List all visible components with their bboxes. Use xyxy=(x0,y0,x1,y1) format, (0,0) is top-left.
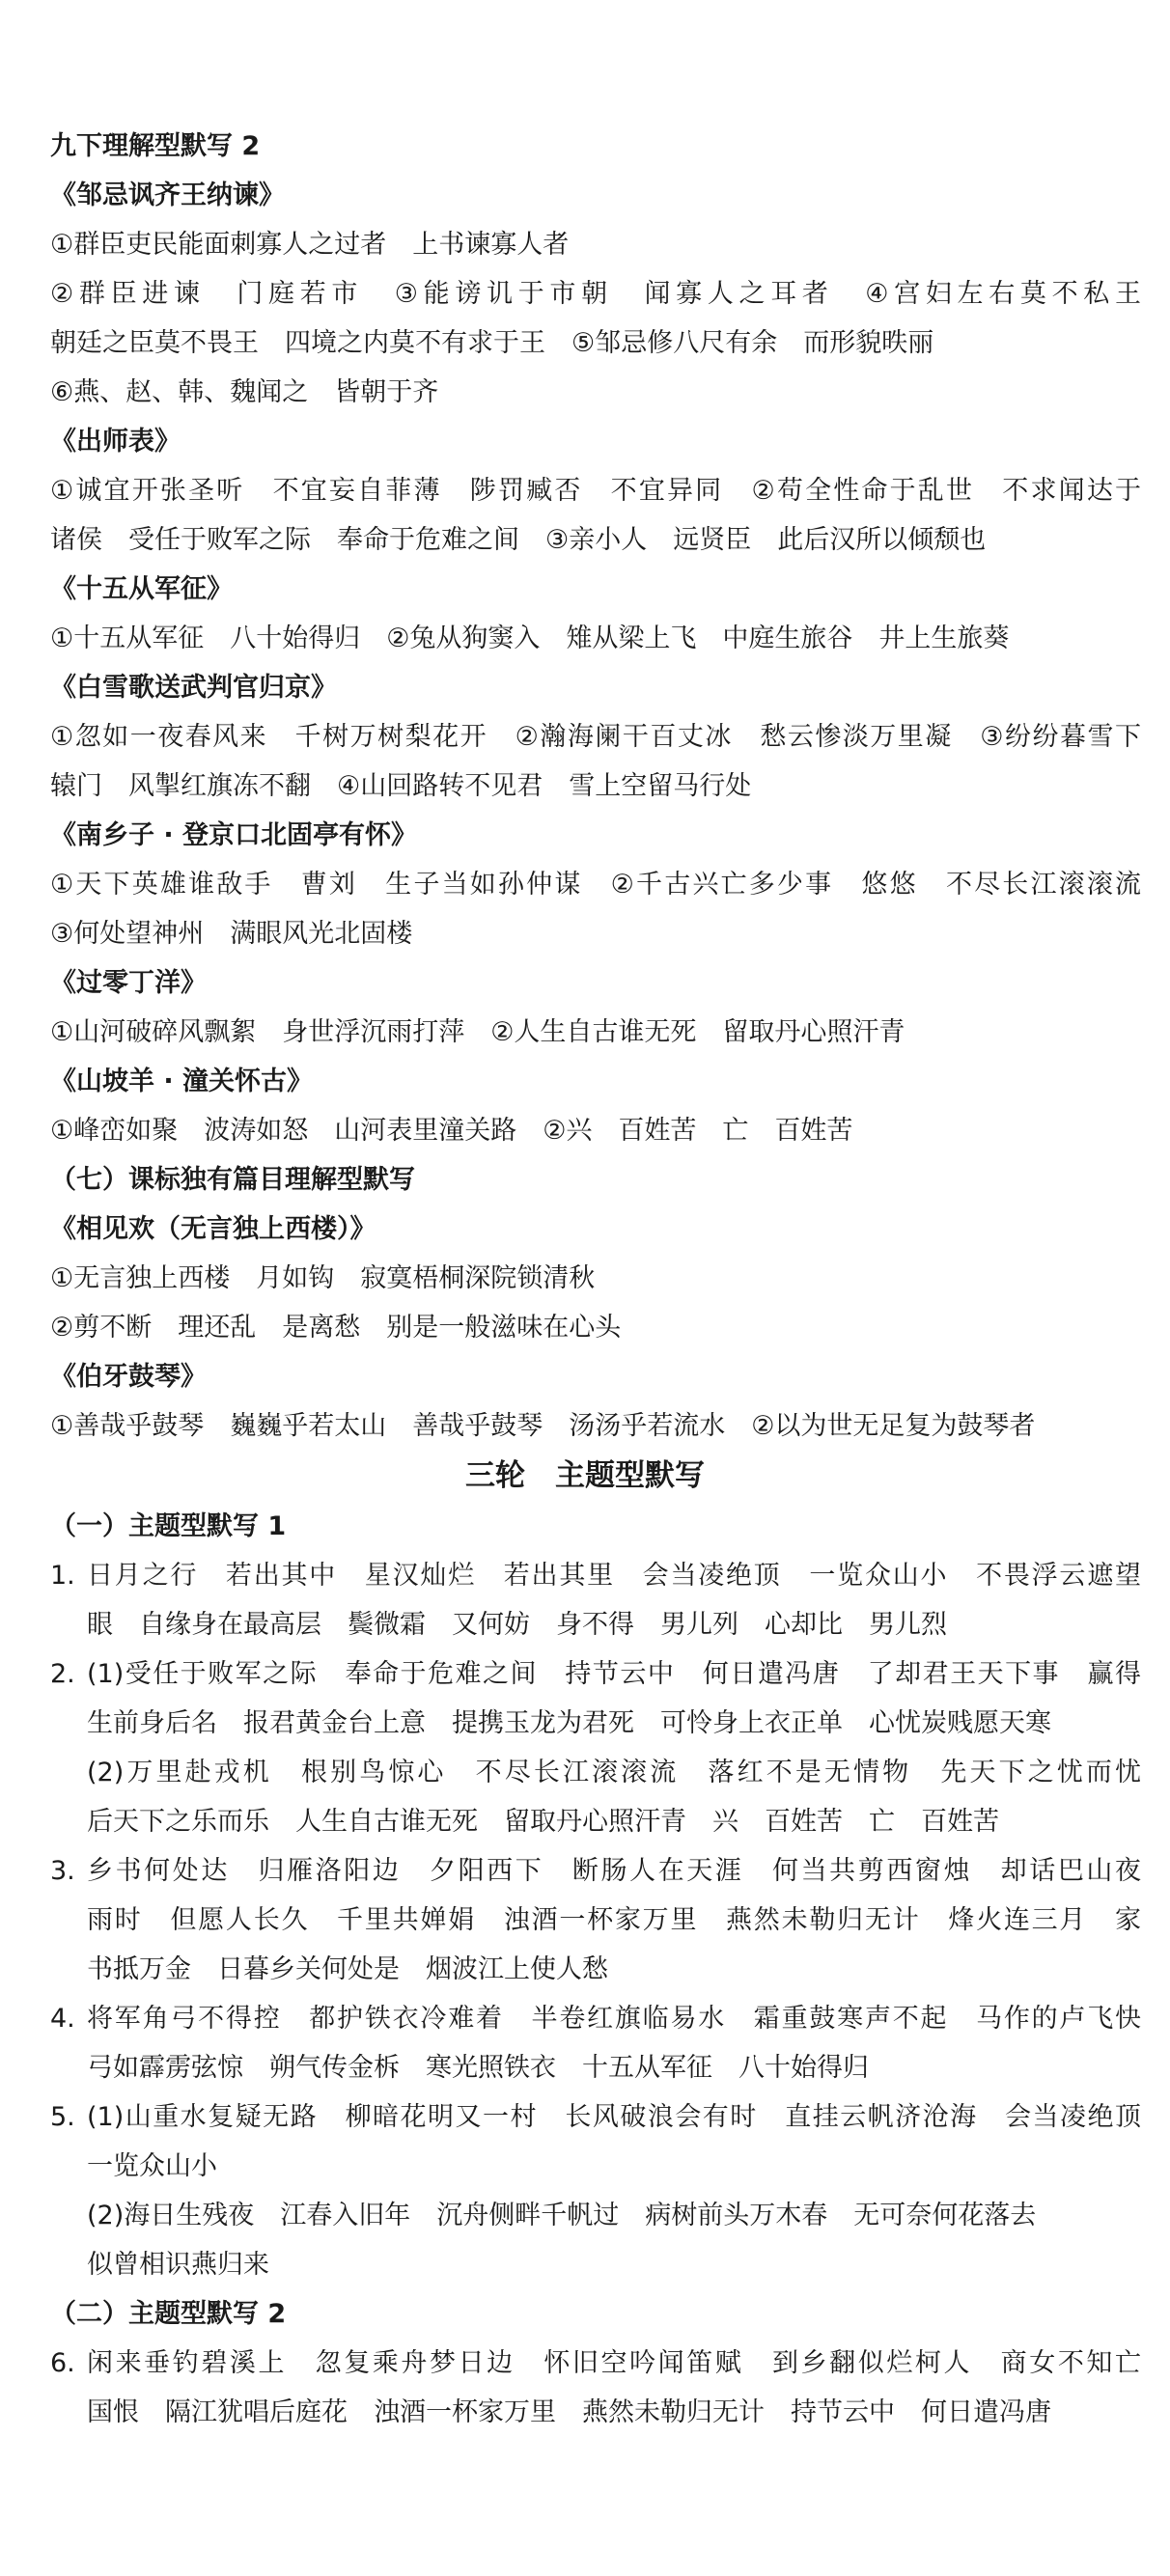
answer-line: 一览众山小 xyxy=(87,2151,217,2181)
section-heading: 《南乡子 · 登京口北固亭有怀》 xyxy=(50,820,418,850)
item-number: 5. xyxy=(50,2102,75,2132)
section-heading: （二）主题型默写 2 xyxy=(50,2299,287,2329)
answer-line: ③何处望神州 满眼风光北固楼 xyxy=(50,919,413,949)
answer-line: 辕门 风掣红旗冻不翻 ④山回路转不见君 雪上空留马行处 xyxy=(50,771,752,801)
answer-line: ①善哉乎鼓琴 巍巍乎若太山 善哉乎鼓琴 汤汤乎若流水 ②以为世无足复为鼓琴者 xyxy=(50,1411,1036,1441)
answer-line: 朝廷之臣莫不畏王 四境之内莫不有求于王 ⑤邹忌修八尺有余 而形貌昳丽 xyxy=(50,328,934,358)
answer-line: 国恨 隔江犹唱后庭花 浊酒一杯家万里 燕然未勒归无计 持节云中 何日遣冯唐 xyxy=(87,2397,1051,2427)
round-title: 三轮 主题型默写 xyxy=(465,1458,705,1493)
answer-line: 乡书何处达 归雁洛阳边 夕阳西下 断肠人在天涯 何当共剪西窗烛 却话巴山夜 xyxy=(87,1856,1141,1886)
answer-line: ①忽如一夜春风来 千树万树梨花开 ②瀚海阑干百丈冰 愁云惨淡万里凝 ③纷纷暮雪下 xyxy=(50,722,1141,752)
section-heading: 《邹忌讽齐王纳谏》 xyxy=(50,180,285,210)
item-number: 6. xyxy=(50,2348,75,2378)
answer-line: 日月之行 若出其中 星汉灿烂 若出其里 会当凌绝顶 一览众山小 不畏浮云遮望 xyxy=(87,1561,1141,1591)
answer-line: ①无言独上西楼 月如钩 寂寞梧桐深院锁清秋 xyxy=(50,1263,596,1293)
answer-line: ②群臣进谏 门庭若市 ③能谤讥于市朝 闻寡人之耳者 ④宫妇左右莫不私王 xyxy=(50,279,1141,309)
answer-line: (2)万里赴戎机 根别鸟惊心 不尽长江滚滚流 落红不是无情物 先天下之忧而忧 xyxy=(87,1758,1141,1787)
answer-line: 书抵万金 日暮乡关何处是 烟波江上使人愁 xyxy=(87,1954,608,1984)
section-heading: （一）主题型默写 1 xyxy=(50,1511,287,1541)
section-heading: 九下理解型默写 2 xyxy=(50,131,261,161)
section-heading: （七）课标独有篇目理解型默写 xyxy=(50,1165,415,1195)
section-heading: 《过零丁洋》 xyxy=(50,968,207,998)
answer-line: (1)受任于败军之际 奉命于危难之间 持节云中 何日遣冯唐 了却君王天下事 赢得 xyxy=(87,1659,1141,1689)
answer-line: ①群臣吏民能面刺寡人之过者 上书谏寡人者 xyxy=(50,230,570,260)
answer-line: ⑥燕、赵、韩、魏闻之 皆朝于齐 xyxy=(50,377,439,407)
answer-line: 生前身后名 报君黄金台上意 提携玉龙为君死 可怜身上衣正单 心忧炭贱愿天寒 xyxy=(87,1708,1051,1738)
answer-line: 后天下之乐而乐 人生自古谁无死 留取丹心照汗青 兴 百姓苦 亡 百姓苦 xyxy=(87,1807,999,1837)
answer-line: 雨时 但愿人长久 千里共婵娟 浊酒一杯家万里 燕然未勒归无计 烽火连三月 家 xyxy=(87,1905,1141,1935)
section-heading: 《相见欢（无言独上西楼）》 xyxy=(50,1214,376,1244)
answer-line: 眼 自缘身在最高层 鬓微霜 又何妨 身不得 男儿列 心却比 男儿烈 xyxy=(87,1610,947,1640)
item-number: 3. xyxy=(50,1856,75,1886)
answer-line: 诸侯 受任于败军之际 奉命于危难之间 ③亲小人 远贤臣 此后汉所以倾颓也 xyxy=(50,525,987,555)
section-heading: 《伯牙鼓琴》 xyxy=(50,1362,207,1392)
item-number: 1. xyxy=(50,1561,75,1591)
answer-line: 闲来垂钓碧溪上 忽复乘舟梦日边 怀旧空吟闻笛赋 到乡翻似烂柯人 商女不知亡 xyxy=(87,2348,1141,2378)
answer-line: 弓如霹雳弦惊 朔气传金柝 寒光照铁衣 十五从军征 八十始得归 xyxy=(87,2053,869,2083)
answer-line: ①十五从军征 八十始得归 ②兔从狗窦入 雉从梁上飞 中庭生旅谷 井上生旅葵 xyxy=(50,623,1010,653)
answer-line: ①天下英雄谁敌手 曹刘 生子当如孙仲谋 ②千古兴亡多少事 悠悠 不尽长江滚滚流 xyxy=(50,870,1141,900)
answer-line: ②剪不断 理还乱 是离愁 别是一般滋味在心头 xyxy=(50,1313,622,1343)
answer-line: 将军角弓不得控 都护铁衣冷难着 半卷红旗临易水 霜重鼓寒声不起 马作的卢飞快 xyxy=(87,2004,1141,2034)
answer-line: 似曾相识燕归来 xyxy=(87,2250,269,2280)
section-heading: 《十五从军征》 xyxy=(50,574,233,604)
item-number: 2. xyxy=(50,1659,75,1689)
section-heading: 《白雪歌送武判官归京》 xyxy=(50,673,337,703)
item-number: 4. xyxy=(50,2004,75,2034)
answer-line: ①峰峦如聚 波涛如怒 山河表里潼关路 ②兴 百姓苦 亡 百姓苦 xyxy=(50,1116,853,1146)
answer-line: ①山河破碎风飘絮 身世浮沉雨打萍 ②人生自古谁无死 留取丹心照汗青 xyxy=(50,1017,905,1047)
answer-line: (2)海日生残夜 江春入旧年 沉舟侧畔千帆过 病树前头万木春 无可奈何花落去 xyxy=(87,2201,1037,2230)
answer-line: ①诚宜开张圣听 不宜妄自菲薄 陟罚臧否 不宜异同 ②苟全性命于乱世 不求闻达于 xyxy=(50,476,1141,506)
section-heading: 《山坡羊 · 潼关怀古》 xyxy=(50,1066,314,1096)
section-heading: 《出师表》 xyxy=(50,427,181,457)
answer-line: (1)山重水复疑无路 柳暗花明又一村 长风破浪会有时 直挂云帆济沧海 会当凌绝顶 xyxy=(87,2102,1141,2132)
